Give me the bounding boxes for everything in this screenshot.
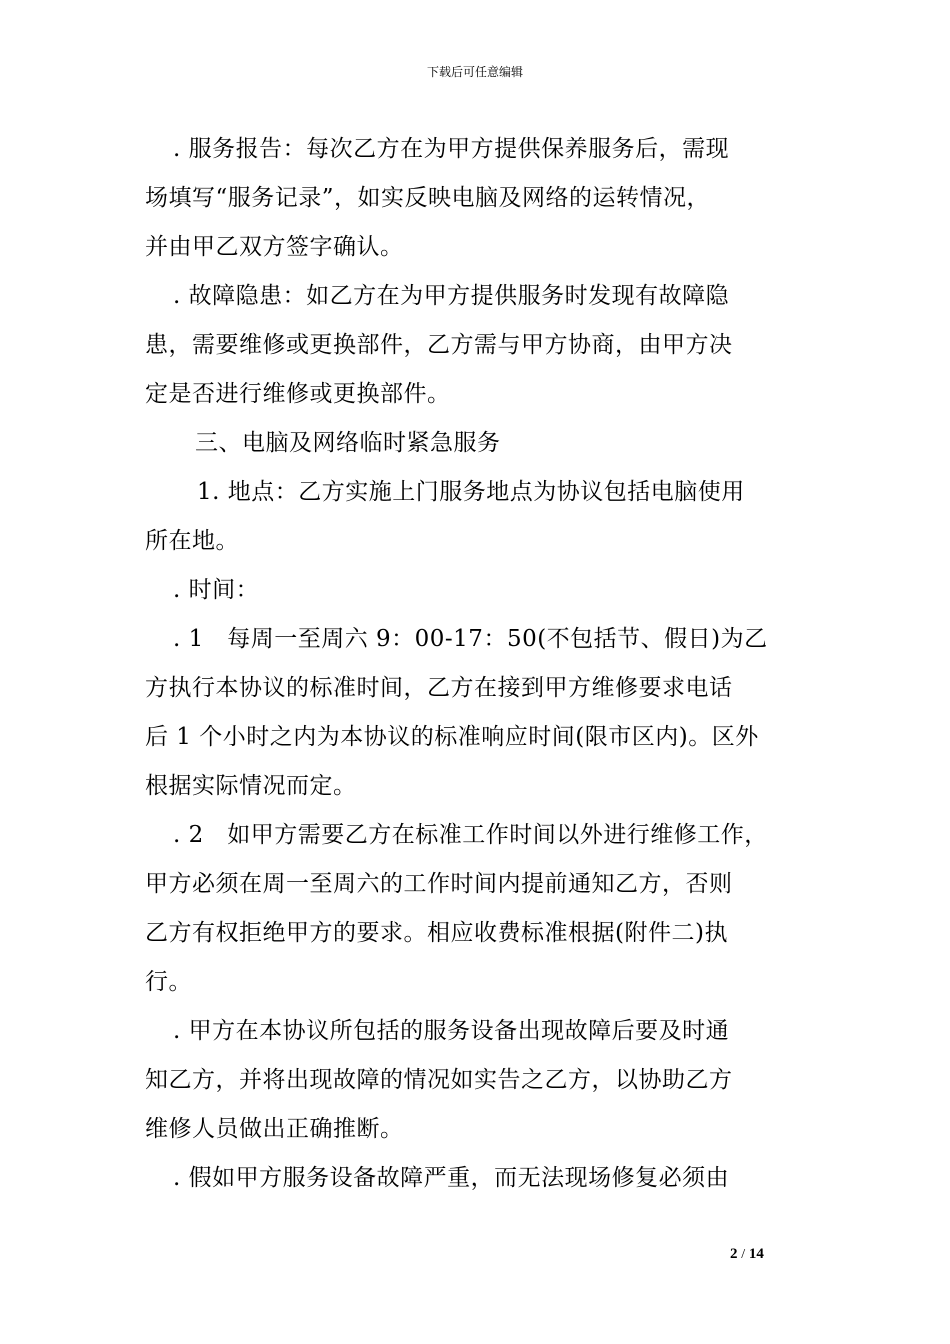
paragraph-line: . 1 每周一至周六 9：00-17：50(不包括节、假日)为乙 <box>173 626 768 652</box>
paragraph-line: . 甲方在本协议所包括的服务设备出现故障后要及时通 <box>173 1018 730 1044</box>
page-number <box>730 1244 764 1265</box>
paragraph-line: 乙方有权拒绝甲方的要求。相应收费标准根据(附件二)执 <box>145 920 728 946</box>
paragraph-line: 患，需要维修或更换部件，乙方需与甲方协商，由甲方决 <box>145 332 733 358</box>
total-pages: 14 <box>748 1246 764 1262</box>
paragraph-line: . 故障隐患：如乙方在为甲方提供服务时发现有故障隐 <box>173 283 730 309</box>
paragraph-line: . 假如甲方服务设备故障严重，而无法现场修复必须由 <box>173 1165 730 1191</box>
section-heading: 三、电脑及网络临时紧急服务 <box>195 430 501 456</box>
paragraph-line: 知乙方，并将出现故障的情况如实告之乙方，以协助乙方 <box>145 1067 733 1093</box>
page-header: 下载后可任意编辑 <box>426 65 523 79</box>
paragraph-line: 所在地。 <box>145 528 239 554</box>
paragraph-line: 定是否进行维修或更换部件。 <box>145 381 451 407</box>
paragraph-line: 场填写“服务记录”，如实反映电脑及网络的运转情况， <box>145 185 711 211</box>
paragraph-line: . 时间： <box>173 577 260 603</box>
paragraph-line: 维修人员做出正确推断。 <box>145 1116 404 1142</box>
paragraph-line: 1. 地点：乙方实施上门服务地点为协议包括电脑使用 <box>197 479 745 505</box>
paragraph-line: . 2 如甲方需要乙方在标准工作时间以外进行维修工作， <box>173 822 768 848</box>
current-page: 2 <box>730 1246 738 1262</box>
paragraph-line: . 服务报告：每次乙方在为甲方提供保养服务后，需现 <box>173 136 730 162</box>
paragraph-line: 并由甲乙双方签字确认。 <box>145 234 404 260</box>
paragraph-line: 行。 <box>145 969 192 995</box>
paragraph-line: 方执行本协议的标准时间，乙方在接到甲方维修要求电话 <box>145 675 733 701</box>
paragraph-line: 后 1 个小时之内为本协议的标准响应时间(限市区内)。区外 <box>145 724 759 750</box>
paragraph-line: 根据实际情况而定。 <box>145 773 357 799</box>
document-body <box>145 125 811 1203</box>
page-separator: / <box>741 1247 746 1262</box>
paragraph-line: 甲方必须在周一至周六的工作时间内提前通知乙方，否则 <box>145 871 733 897</box>
